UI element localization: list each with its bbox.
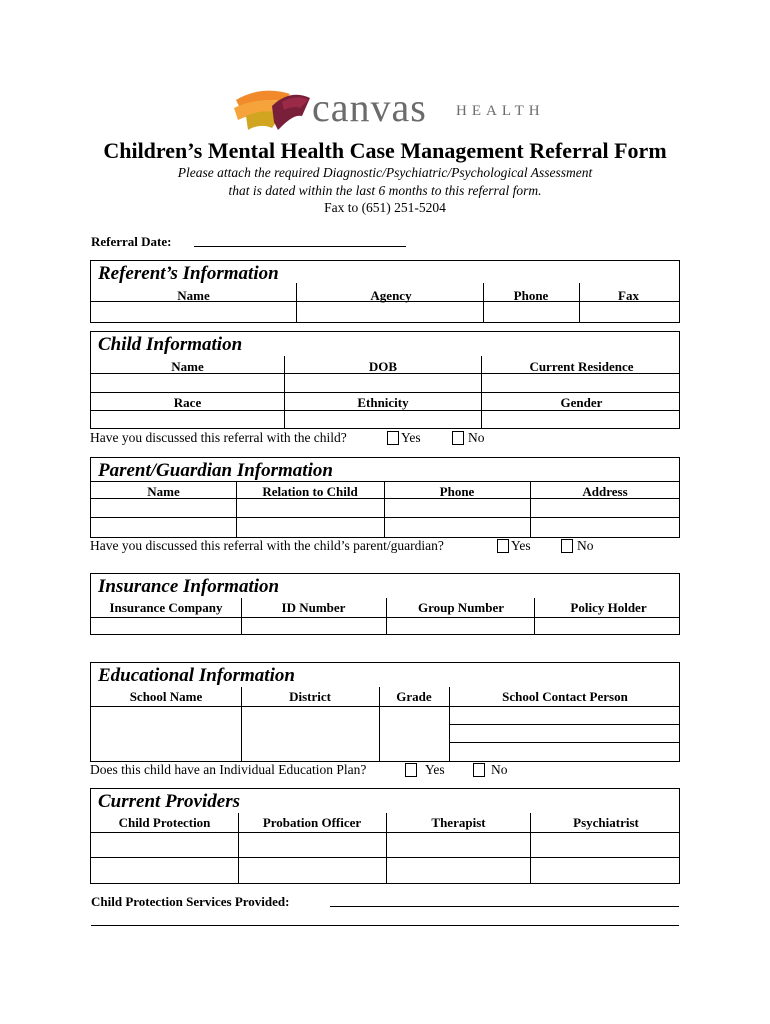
parent-col-name: Name	[147, 484, 180, 499]
child-col-race: Race	[173, 395, 202, 410]
child-name-input[interactable]	[91, 374, 284, 392]
child-discussed-no-label: No	[468, 430, 485, 445]
parent1-address-input[interactable]	[531, 499, 679, 517]
attachment-note-line1: Please attach the required Diagnostic/Psychiatric/Psychological Assessment	[177, 165, 593, 180]
iep-no-label: No	[491, 762, 508, 777]
child-discussed-yes-label: Yes	[401, 430, 421, 445]
logo-wordmark: canvas	[312, 85, 427, 130]
insurance-group-input[interactable]	[387, 618, 534, 634]
education-contact-input-2[interactable]	[450, 725, 679, 742]
education-col-contact: School Contact Person	[502, 689, 628, 704]
insurance-section-title: Insurance Information	[98, 576, 280, 597]
insurance-id-input[interactable]	[242, 618, 386, 634]
form-title: Children’s Mental Health Case Management Referral Form	[103, 138, 667, 163]
education-contact-input-3[interactable]	[450, 743, 679, 761]
parent1-relation-input[interactable]	[237, 499, 384, 517]
iep-yes-checkbox[interactable]	[405, 763, 417, 777]
child-section	[90, 331, 680, 429]
child-col-name: Name	[171, 359, 204, 374]
insurance-col-id: ID Number	[281, 600, 346, 615]
parent-discussed-yes-checkbox[interactable]	[497, 539, 509, 553]
insurance-col-policy-holder: Policy Holder	[570, 600, 647, 615]
iep-yes-label: Yes	[425, 762, 445, 777]
iep-no-checkbox[interactable]	[473, 763, 485, 777]
parent2-relation-input[interactable]	[237, 518, 384, 537]
referent-col-agency: Agency	[370, 288, 412, 303]
brushstroke-logo-icon	[232, 86, 312, 134]
insurance-policy-holder-input[interactable]	[535, 618, 679, 634]
child-ethnicity-input[interactable]	[285, 411, 481, 428]
child-col-dob: DOB	[368, 359, 398, 374]
child-race-input[interactable]	[91, 411, 284, 428]
providers-col-therapist: Therapist	[431, 815, 486, 830]
parent-col-relation: Relation to Child	[262, 484, 358, 499]
cps-provided-label: Child Protection Services Provided:	[91, 894, 290, 909]
education-col-school: School Name	[129, 689, 203, 704]
child-col-residence: Current Residence	[529, 359, 634, 374]
provider2-child-protection-input[interactable]	[91, 858, 238, 883]
education-contact-input-1[interactable]	[450, 707, 679, 724]
logo-subtext: HEALTH	[456, 103, 545, 119]
cps-provided-field-line2[interactable]	[91, 925, 679, 926]
education-section	[90, 662, 680, 762]
parent2-name-input[interactable]	[91, 518, 236, 537]
education-col-grade: Grade	[396, 689, 432, 704]
referent-col-name: Name	[177, 288, 210, 303]
parent-discussed-question: Have you discussed this referral with the child’s parent/guardian?	[90, 538, 444, 553]
child-gender-input[interactable]	[482, 411, 679, 428]
insurance-section	[90, 573, 680, 635]
referent-section-title: Referent’s Information	[98, 263, 279, 284]
child-residence-input[interactable]	[482, 374, 679, 392]
referent-name-input[interactable]	[91, 302, 296, 322]
parent2-phone-input[interactable]	[385, 518, 530, 537]
child-section-title: Child Information	[98, 334, 243, 355]
provider1-probation-input[interactable]	[239, 833, 386, 857]
canvas-health-logo	[232, 85, 545, 134]
referent-phone-input[interactable]	[484, 302, 579, 322]
parent-col-address: Address	[582, 484, 628, 499]
education-section-title: Educational Information	[98, 665, 295, 686]
insurance-col-group: Group Number	[417, 600, 505, 615]
cps-provided-field-line1[interactable]	[330, 906, 679, 907]
attachment-note-line2: that is dated within the last 6 months to this referral form.	[228, 183, 542, 198]
providers-col-probation: Probation Officer	[262, 815, 362, 830]
provider1-child-protection-input[interactable]	[91, 833, 238, 857]
parent2-address-input[interactable]	[531, 518, 679, 537]
insurance-col-company: Insurance Company	[109, 600, 223, 615]
child-discussed-yes-checkbox[interactable]	[387, 431, 399, 445]
referent-col-phone: Phone	[513, 288, 549, 303]
parent-discussed-no-checkbox[interactable]	[561, 539, 573, 553]
provider2-psychiatrist-input[interactable]	[531, 858, 679, 883]
education-district-input[interactable]	[242, 707, 379, 761]
providers-col-child-protection: Child Protection	[118, 815, 211, 830]
parent-discussed-no-label: No	[577, 538, 594, 553]
providers-section	[90, 788, 680, 884]
referent-agency-input[interactable]	[297, 302, 483, 322]
provider2-probation-input[interactable]	[239, 858, 386, 883]
parent-section-title: Parent/Guardian Information	[98, 460, 333, 481]
providers-col-psychiatrist: Psychiatrist	[573, 815, 639, 830]
referent-section	[90, 260, 680, 323]
referent-fax-input[interactable]	[580, 302, 679, 322]
parent1-phone-input[interactable]	[385, 499, 530, 517]
provider1-therapist-input[interactable]	[387, 833, 530, 857]
iep-question: Does this child have an Individual Education Plan?	[90, 762, 367, 777]
education-col-district: District	[289, 689, 331, 704]
parent1-name-input[interactable]	[91, 499, 236, 517]
child-dob-input[interactable]	[285, 374, 481, 392]
child-col-gender: Gender	[560, 395, 603, 410]
provider2-therapist-input[interactable]	[387, 858, 530, 883]
referral-date-field[interactable]	[194, 246, 406, 247]
education-grade-input[interactable]	[380, 707, 449, 761]
parent-col-phone: Phone	[439, 484, 475, 499]
child-discussed-no-checkbox[interactable]	[452, 431, 464, 445]
referral-date-label: Referral Date:	[91, 234, 172, 249]
fax-number: Fax to (651) 251-5204	[324, 200, 446, 215]
insurance-company-input[interactable]	[91, 618, 241, 634]
provider1-psychiatrist-input[interactable]	[531, 833, 679, 857]
parent-section	[90, 457, 680, 538]
referent-col-fax: Fax	[618, 288, 639, 303]
providers-section-title: Current Providers	[98, 791, 240, 812]
education-school-input[interactable]	[91, 707, 241, 761]
child-col-ethnicity: Ethnicity	[357, 395, 409, 410]
child-discussed-question: Have you discussed this referral with the child?	[90, 430, 347, 445]
parent-discussed-yes-label: Yes	[511, 538, 531, 553]
